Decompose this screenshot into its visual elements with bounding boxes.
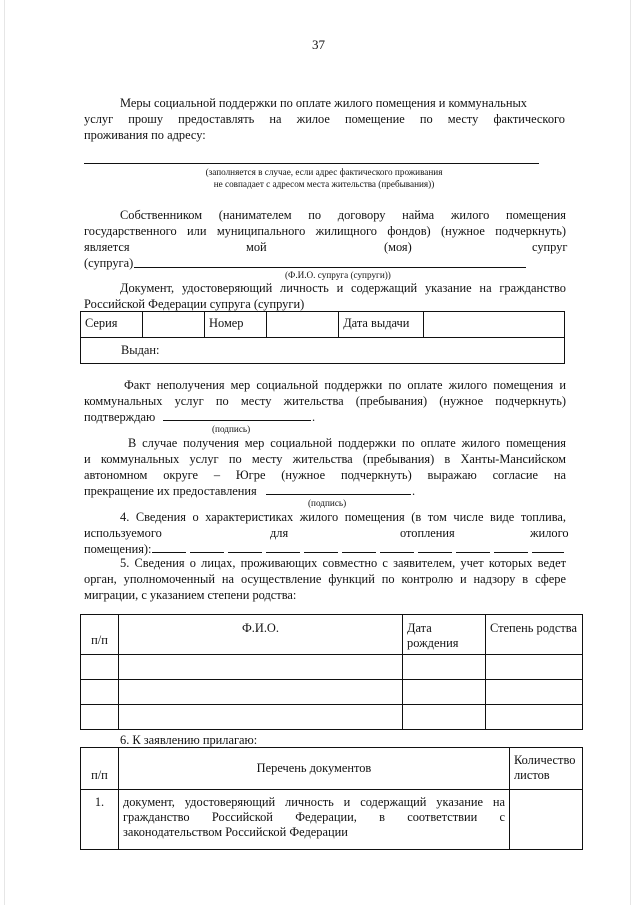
persons-cell[interactable] <box>81 705 119 730</box>
docs-header-list: Перечень документов <box>118 748 509 790</box>
persons-header-relation: Степень родства <box>486 615 583 655</box>
persons-cell[interactable] <box>119 655 403 680</box>
document-para-line-2: Российской Федерации супруга (супруги) <box>84 297 305 311</box>
case-line-2: и коммунальных услуг по месту жительства (пребывания) в Ханты-Мансийском <box>84 452 566 466</box>
case-line-4: прекращение их предоставления <box>84 484 257 498</box>
docs-header-count: Количество листов <box>510 748 583 790</box>
case-signature-line[interactable] <box>266 494 411 495</box>
series-label: Серия <box>81 312 143 338</box>
persons-cell[interactable] <box>486 705 583 730</box>
section4-input-line[interactable] <box>152 552 564 553</box>
issued-by-label: Выдан: <box>121 343 160 357</box>
section5-line-2: орган, уполномоченный на осуществление функций по контролю и надзору в сфере <box>84 572 566 586</box>
table-row <box>81 655 583 680</box>
section4-line-1: 4. Сведения о характеристиках жилого помещения (в том числе виде топлива, <box>120 510 566 524</box>
owner-line-3-d: супруг <box>532 240 568 254</box>
docs-row-line-2: гражданство Российской Федерации, в соответствии с <box>122 810 505 824</box>
documents-table <box>80 747 583 850</box>
spouse-name-input-line[interactable] <box>134 267 526 268</box>
document-para-line-1: Документ, удостоверяющий личность и содержащий указание на гражданство <box>120 281 566 295</box>
docs-row-line-3: законодательством Российской Федерации <box>122 825 348 839</box>
number-label: Номер <box>205 312 267 338</box>
persons-cell[interactable] <box>81 655 119 680</box>
section4-line-2-c: отопления <box>400 526 455 540</box>
section4-line-2-b: для <box>270 526 289 540</box>
fact-line-2: коммунальных услуг по месту жительства (пребывания) (нужное подчеркнуть) <box>84 394 566 408</box>
persons-cell[interactable] <box>81 680 119 705</box>
issued-by-cell[interactable] <box>81 338 565 364</box>
issue-date-cell[interactable] <box>423 312 564 338</box>
fact-line-3-end: . <box>312 410 316 424</box>
scan-edge-left <box>4 0 5 905</box>
case-line-3: автономном округе – Югре (нужное подчеркнуть) выражаю согласие на <box>84 468 566 482</box>
persons-cell[interactable] <box>486 655 583 680</box>
table-row <box>81 790 583 850</box>
owner-line-1: Собственником (нанимателем по договору найма жилого помещения <box>120 208 566 222</box>
docs-row-description[interactable] <box>118 790 509 850</box>
table-row <box>81 680 583 705</box>
section5-line-3: миграции, с указанием степени родства: <box>84 588 297 602</box>
case-line-1: В случае получения мер социальной поддержки по оплате жилого помещения <box>128 436 566 450</box>
fact-line-1: Факт неполучения мер социальной поддержки по оплате жилого помещения и <box>124 378 566 392</box>
intro-line-2: услуг прошу предоставлять на жилое помещение по месту фактического <box>84 112 565 126</box>
owner-line-3-c: (моя) <box>384 240 412 254</box>
owner-line-4: (супруга) <box>84 256 134 270</box>
owner-line-3-b: мой <box>246 240 267 254</box>
persons-cell[interactable] <box>119 680 403 705</box>
address-note-line-2: не совпадает с адресом места жительства (пребывания)) <box>213 179 435 189</box>
persons-header-name: Ф.И.О. <box>119 615 403 655</box>
section4-line-2-d: жилого <box>530 526 569 540</box>
docs-row-num: 1. <box>81 790 119 850</box>
persons-cell[interactable] <box>403 680 486 705</box>
address-note-line-1: (заполняется в случае, если адрес фактического проживания <box>205 167 443 177</box>
persons-table <box>80 614 583 730</box>
id-document-table <box>80 311 565 364</box>
number-cell[interactable] <box>267 312 339 338</box>
fact-line-3: подтверждаю <box>84 410 156 424</box>
page-number: 37 <box>312 37 325 52</box>
intro-line-1: Меры социальной поддержки по оплате жилого помещения и коммунальных <box>120 96 527 110</box>
issue-date-label: Дата выдачи <box>339 312 423 338</box>
case-sign-note: (подпись) <box>308 498 347 508</box>
owner-line-3-a: является <box>84 240 130 254</box>
fact-signature-line[interactable] <box>163 420 311 421</box>
docs-header-num: п/п <box>81 748 119 790</box>
persons-cell[interactable] <box>119 705 403 730</box>
intro-line-3: проживания по адресу: <box>84 128 206 142</box>
series-cell[interactable] <box>143 312 205 338</box>
persons-cell[interactable] <box>403 655 486 680</box>
persons-header-birth: Дата рождения <box>403 615 486 655</box>
scan-edge-right <box>630 0 631 905</box>
spouse-note: (Ф.И.О. супруга (супруги)) <box>285 270 391 280</box>
persons-cell[interactable] <box>403 705 486 730</box>
fact-sign-note: (подпись) <box>212 424 251 434</box>
table-row <box>81 705 583 730</box>
owner-line-2: государственного или муниципального жилищного фондов) (нужное подчеркнуть) <box>84 224 566 238</box>
docs-row-count[interactable] <box>510 790 583 850</box>
section4-line-3: помещения): <box>84 542 152 556</box>
case-line-4-end: . <box>412 484 416 498</box>
address-input-line[interactable] <box>84 163 539 164</box>
section4-line-2-a: используемого <box>84 526 162 540</box>
persons-header-num: п/п <box>81 615 119 655</box>
section5-line-1: 5. Сведения о лицах, проживающих совместно с заявителем, учет которых ведет <box>120 556 566 570</box>
persons-cell[interactable] <box>486 680 583 705</box>
section6-title: 6. К заявлению прилагаю: <box>120 733 258 747</box>
docs-row-line-1: документ, удостоверяющий личность и содержащий указание на <box>122 795 505 809</box>
